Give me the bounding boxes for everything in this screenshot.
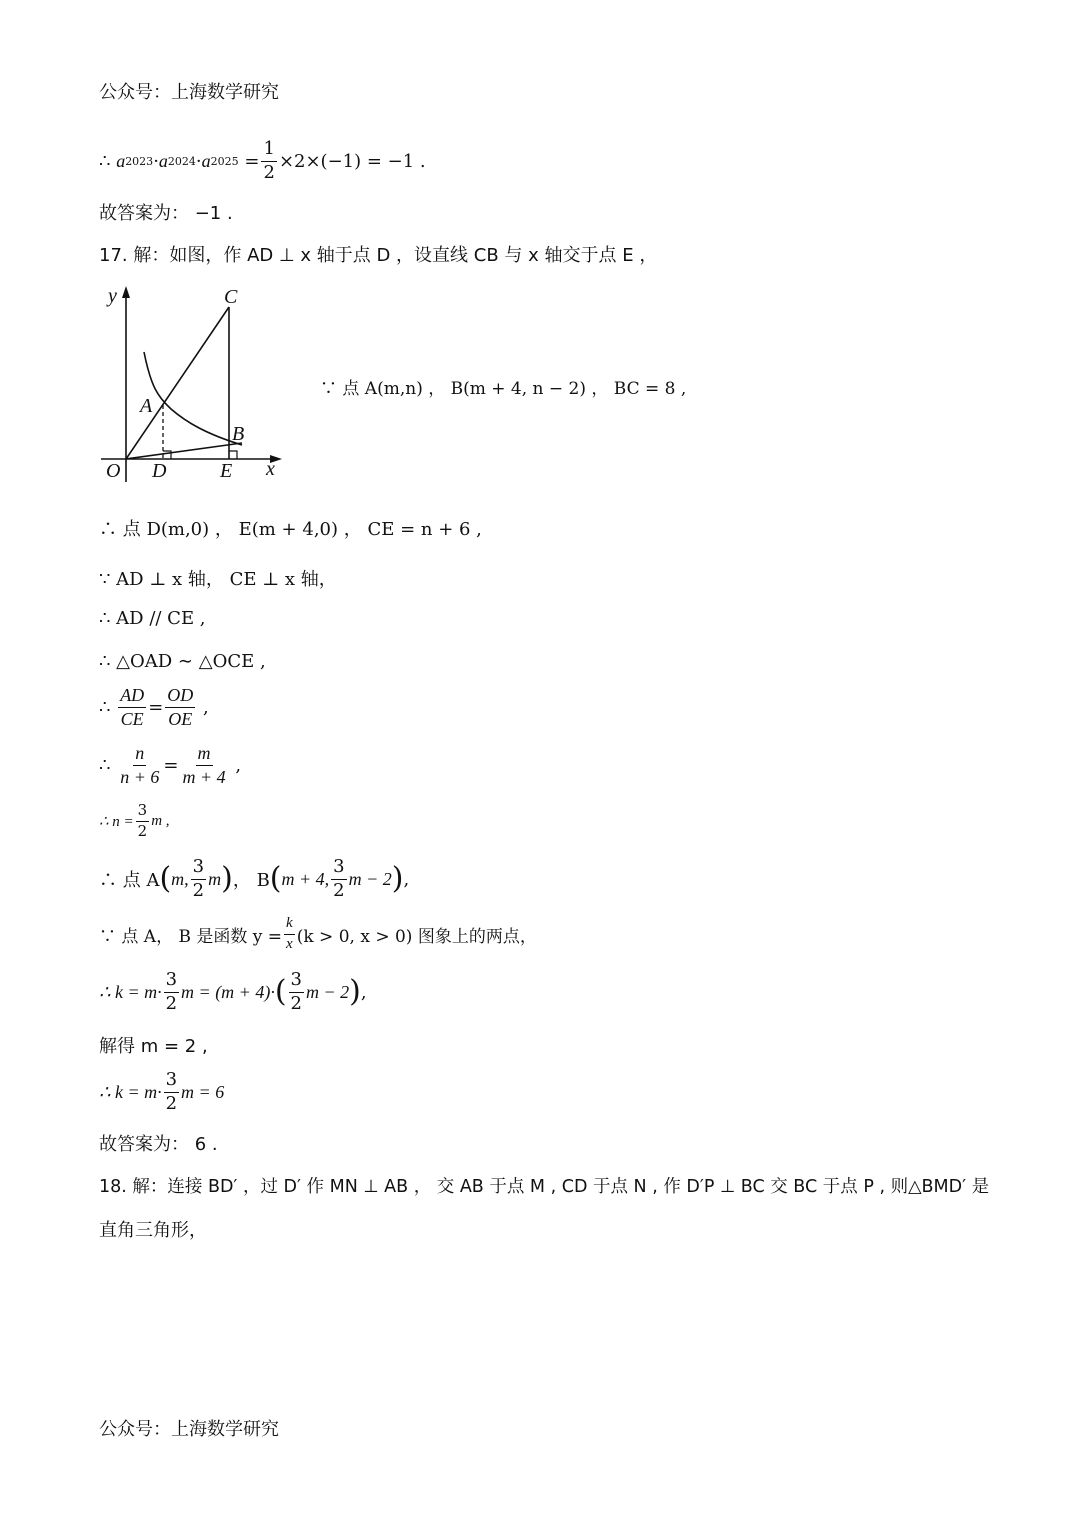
equals-sign: = [148, 696, 164, 718]
comma: , [203, 696, 209, 718]
numerator: OD [165, 686, 195, 708]
numerator: 3 [331, 858, 346, 880]
label-c: C [224, 286, 238, 308]
answer-line-16: 故答案为： −1 . [99, 203, 233, 224]
right-paren: ) [221, 861, 233, 897]
fraction [165, 686, 195, 729]
therefore-symbol: ∴ [99, 754, 111, 776]
denominator: 2 [192, 879, 205, 901]
equals-sign: = [244, 150, 260, 172]
fraction [289, 971, 304, 1014]
expression-suffix: m = 6 [181, 1081, 225, 1102]
fraction [191, 858, 206, 901]
hyperbola-curve [144, 352, 245, 445]
solve-line: 解得 m = 2 , [99, 1036, 208, 1057]
numerator: 3 [191, 858, 206, 880]
fraction [118, 686, 146, 729]
equation-line-1 [99, 140, 426, 183]
dot-operator: · [153, 150, 159, 172]
subscript: 2023 [125, 154, 154, 168]
label-e: E [220, 460, 233, 482]
expression-middle: m = (m + 4)· [181, 981, 275, 1002]
label-d: D [152, 460, 167, 482]
coord-separator: ， B [232, 870, 270, 892]
problem-18-intro: 18. 解：连接 BD′ ，过 D′ 作 MN ⊥ AB ， 交 AB 于点 M , CD 于点 N , 作 D′P ⊥ BC 交 BC 于点 P , 则△BMD′ 是 [99, 1177, 990, 1197]
right-angle-mark-e [229, 451, 237, 459]
line-ob [126, 443, 242, 459]
numerator: 3 [164, 1071, 179, 1093]
derivation-line-1: ∴ 点 D(m,0) ， E(m + 4,0) ， CE = n + 6 , [99, 519, 482, 540]
page-header: 公众号：上海数学研究 [99, 82, 279, 103]
problem-17-intro: 17. 解：如图，作 AD ⊥ x 轴于点 D ，设直线 CB 与 x 轴交于点 E ， [99, 245, 658, 266]
numerator: 3 [136, 803, 150, 822]
left-paren: ( [269, 861, 282, 897]
right-paren: ) [391, 861, 404, 897]
left-paren: ( [274, 974, 287, 1010]
y-axis-arrow [122, 286, 130, 298]
denominator: 2 [333, 879, 345, 901]
expression-part: m − 2 [306, 981, 350, 1002]
n-expression [99, 803, 170, 840]
var-a: a [116, 150, 126, 171]
denominator: 2 [290, 992, 302, 1014]
var-a: a [201, 150, 211, 171]
coord-part: m [208, 868, 222, 889]
expression-prefix: ∴ k = m· [99, 1081, 162, 1102]
problem-18-continued: 直角三角形， [99, 1220, 207, 1241]
expression-prefix: ∴ k = m· [99, 981, 162, 1002]
fraction [180, 744, 227, 787]
given-points-text: ∵ 点 A(m,n) ， B(m + 4, n − 2) ， BC = 8 , [320, 379, 687, 399]
subscript: 2025 [210, 154, 239, 168]
fraction [284, 916, 295, 953]
denominator: x [286, 935, 293, 952]
coord-part: m, [171, 868, 189, 889]
comma: , [403, 868, 410, 890]
fraction [136, 803, 150, 840]
derivation-line-4: ∴ △OAD ∼ △OCE , [99, 651, 266, 672]
expression-prefix: ∴ 点 A [99, 870, 160, 892]
k-result [99, 1071, 224, 1114]
expression-suffix: m , [151, 812, 170, 829]
var-a: a [158, 150, 168, 171]
left-paren: ( [159, 861, 172, 897]
numerator: AD [118, 686, 146, 708]
right-paren: ) [349, 974, 361, 1010]
numerator: n [133, 744, 146, 766]
expression-prefix: ∴ n = [99, 813, 134, 830]
coord-part: m − 2 [348, 868, 392, 889]
denominator: n + 6 [120, 766, 160, 787]
statement-suffix: (k > 0, x > 0) 图象上的两点， [296, 926, 537, 947]
therefore-symbol: ∴ [99, 150, 111, 172]
denominator: OE [168, 708, 193, 729]
fraction [164, 971, 179, 1014]
function-graph-figure [96, 282, 291, 487]
numerator: 1 [261, 140, 276, 162]
label-o: O [106, 460, 121, 482]
ratio-equation [99, 686, 209, 729]
denominator: 2 [165, 1092, 178, 1114]
numerator: k [284, 916, 295, 935]
equation-rest: ×2×(−1) = −1 . [278, 150, 426, 172]
comma: , [360, 981, 367, 1003]
dot-operator: · [195, 150, 202, 172]
subscript: 2024 [167, 154, 196, 168]
fraction [164, 1071, 179, 1114]
label-a: A [140, 395, 153, 417]
fraction [261, 140, 276, 183]
fraction [331, 858, 346, 901]
function-statement [99, 916, 537, 953]
denominator: CE [120, 708, 144, 729]
derivation-line-2: ∵ AD ⊥ x 轴， CE ⊥ x 轴， [99, 569, 337, 590]
comma: , [235, 754, 242, 776]
page-footer: 公众号：上海数学研究 [99, 1419, 279, 1440]
denominator: 2 [137, 821, 148, 840]
denominator: 2 [165, 992, 178, 1014]
label-b: B [232, 423, 245, 445]
numerator: 3 [289, 971, 304, 993]
equals-sign: = [163, 754, 179, 776]
statement-prefix: ∵ 点 A， B 是函数 y = [99, 926, 283, 947]
denominator: m + 4 [182, 766, 226, 787]
therefore-symbol: ∴ [99, 696, 111, 718]
label-y: y [108, 285, 117, 307]
label-x: x [266, 458, 275, 480]
k-equation [99, 971, 367, 1014]
numerator: 3 [164, 971, 179, 993]
line-oc [126, 307, 229, 459]
numerator: m [196, 744, 213, 766]
fraction [118, 744, 161, 787]
points-expression [99, 858, 409, 901]
ratio-equation-2 [99, 744, 241, 787]
derivation-line-3: ∴ AD // CE , [99, 608, 206, 629]
coord-part: m + 4, [281, 868, 330, 889]
answer-line-17: 故答案为： 6 . [99, 1134, 218, 1155]
denominator: 2 [263, 161, 275, 183]
